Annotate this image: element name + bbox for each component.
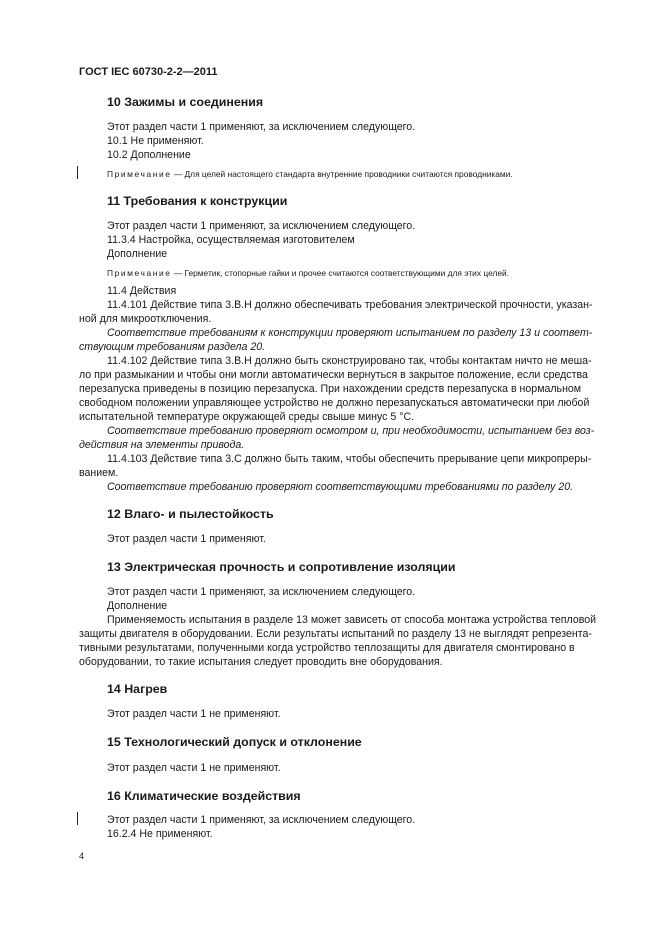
note-text: — Для целей настоящего стандарта внутренние проводники считаются проводниками. <box>171 169 513 179</box>
s11-clause-11-4-102-l5: испытательной температуре окружающей среды свыше минус 5 °С. <box>79 411 415 423</box>
s11-clause-11-4-101-cont: ной для микроотключения. <box>79 313 212 325</box>
s11-intro: Этот раздел части 1 применяют, за исключением следующего. <box>107 220 416 232</box>
change-bar <box>77 166 78 179</box>
s11-compliance-1: Соответствие требованиям к конструкции проверяют испытанием по разделу 13 и соответ- <box>107 327 593 339</box>
section-15-title: 15 Технологический допуск и отклонение <box>107 735 362 749</box>
s14-text: Этот раздел части 1 не применяют. <box>107 708 281 720</box>
s11-compliance-3: Соответствие требованию проверяют соответствующими требованиями по разделу 20. <box>107 481 574 493</box>
section-16-title: 16 Климатические воздействия <box>107 789 301 803</box>
s13-text-l2: защиты двигателя в оборудовании. Если результаты испытаний по разделу 13 не выглядят репрезента- <box>79 628 592 640</box>
s11-clause-11-4-102: 11.4.102 Действие типа 3.В.Н должно быть сконструировано так, чтобы контактам ничто не меша- <box>107 355 592 367</box>
s10-clause-10-1: 10.1 Не применяют. <box>107 135 204 147</box>
s10-clause-10-2: 10.2 Дополнение <box>107 149 191 161</box>
section-10-title: 10 Зажимы и соединения <box>107 95 264 109</box>
s11-clause-11-4-103-cont: ванием. <box>79 467 119 479</box>
note-label: Примечание <box>107 169 172 179</box>
page-number: 4 <box>79 851 85 861</box>
s11-clause-11-4-102-l2: ло при размыкании и чтобы они могли автоматически вернуться в закрытое положение, если средства <box>79 369 588 381</box>
s15-text: Этот раздел части 1 не применяют. <box>107 762 281 774</box>
s11-compliance-2: Соответствие требованию проверяют осмотром и, при необходимости, испытанием без воз- <box>107 425 595 437</box>
s11-compliance-1-cont: ствующим требованиям раздела 20. <box>79 341 266 353</box>
s11-addition: Дополнение <box>107 248 168 260</box>
s11-compliance-2-cont: действия на элементы привода. <box>79 439 245 451</box>
s13-text-l4: оборудовании, то такие испытания следует проводить вне оборудования. <box>79 656 443 668</box>
s11-note <box>107 268 509 279</box>
s16-clause-16-2-4: 16.2.4 Не применяют. <box>107 828 213 840</box>
note-label: Примечание <box>107 268 172 278</box>
s10-note <box>107 169 513 180</box>
s11-clause-11-3-4: 11.3.4 Настройка, осуществляемая изготовителем <box>107 234 355 246</box>
s11-clause-11-4-101: 11.4.101 Действие типа 3.В.Н должно обеспечивать требования электрической прочности, указан- <box>107 299 593 311</box>
s11-clause-11-4-102-l4: свободном положении управляющее устройство не должно перезапускаться автоматически при любой <box>79 397 590 409</box>
section-11-title: 11 Требования к конструкции <box>107 194 288 208</box>
s13-addition: Дополнение <box>107 600 168 612</box>
s16-intro: Этот раздел части 1 применяют, за исключением следующего. <box>107 814 416 826</box>
document-header: ГОСТ IEC 60730-2-2—2011 <box>79 66 218 78</box>
s11-clause-11-4-103: 11.4.103 Действие типа 3.С должно быть таким, чтобы обеспечить прерывание цепи микропреры- <box>107 453 592 465</box>
s12-text: Этот раздел части 1 применяют. <box>107 533 266 545</box>
s13-text-l1: Применяемость испытания в разделе 13 может зависеть от способа монтажа устройства тепловой <box>107 614 597 626</box>
s11-clause-11-4: 11.4 Действия <box>107 285 177 297</box>
s13-intro: Этот раздел части 1 применяют, за исключением следующего. <box>107 586 416 598</box>
section-12-title: 12 Влаго- и пылестойкость <box>107 507 274 521</box>
note-text: — Герметик, стопорные гайки и прочее считаются соответствующими для этих целей. <box>171 268 510 278</box>
s10-intro: Этот раздел части 1 применяют, за исключением следующего. <box>107 121 416 133</box>
s11-clause-11-4-102-l3: перезапуска приведены в позицию перезапуска. При нахождении средств перезапуска в нормальном <box>79 383 582 395</box>
section-14-title: 14 Нагрев <box>107 682 168 696</box>
s13-text-l3: тивными результатами, полученными когда устройство теплозащиты для двигателя смонтировано в <box>79 642 575 654</box>
change-bar <box>77 812 78 825</box>
section-13-title: 13 Электрическая прочность и сопротивление изоляции <box>107 560 456 574</box>
